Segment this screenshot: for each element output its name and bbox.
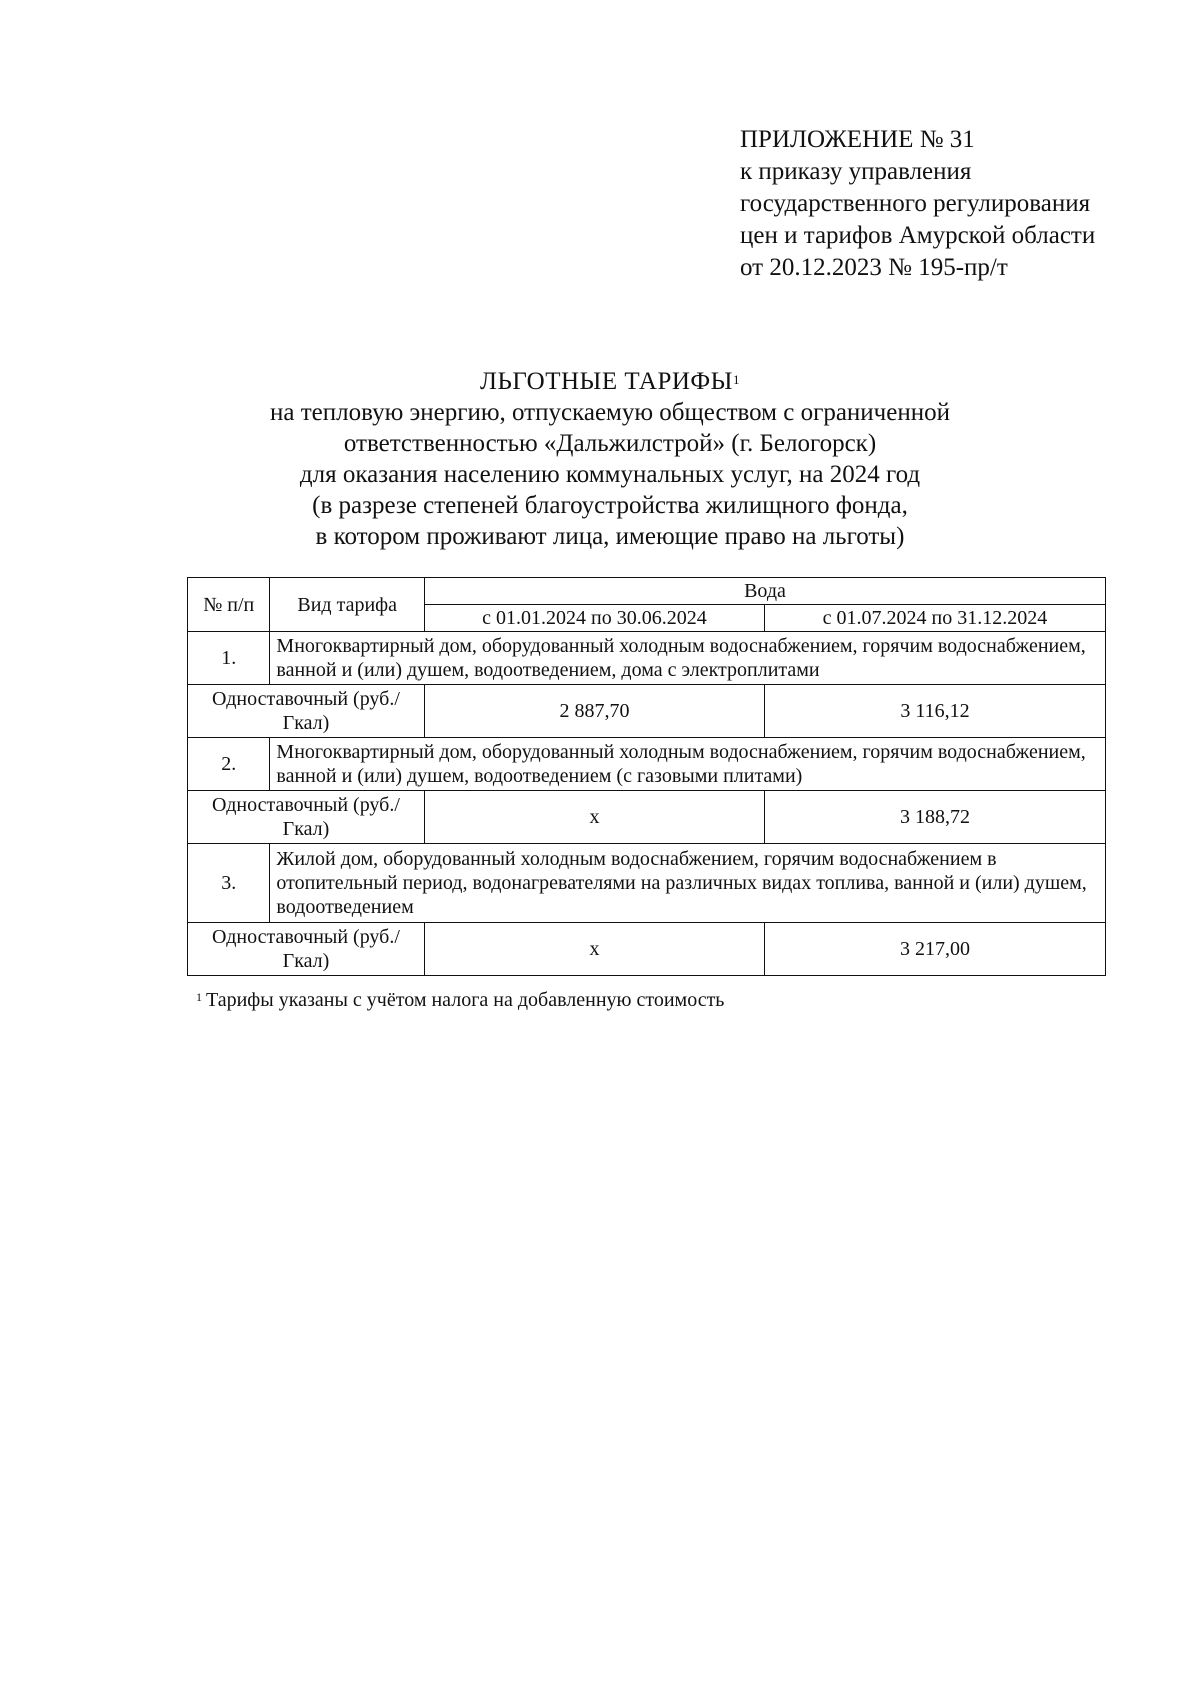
value-period-1: х [424,791,764,844]
row-number: 2. [188,738,270,791]
document-title-text: ЛЬГОТНЫЕ ТАРИФЫ [480,368,733,395]
appendix-header [740,124,1180,284]
row-number: 1. [188,632,270,685]
header-period-1: с 01.01.2024 по 30.06.2024 [424,605,764,632]
document-title [180,366,1040,397]
subtitle-line: в котором проживают лица, имеющие право на льготы) [315,523,905,550]
value-period-1: х [424,923,764,976]
footnote-mark: 1 [196,990,202,1004]
tariff-type: Одноставочный (руб./Гкал) [188,685,425,738]
row-category: Многоквартирный дом, оборудованный холодным водоснабжением, горячим водоснабжением, ванной и (или) душем, водоотведением (с газовыми плитами) [270,738,1106,791]
table-row [188,738,1106,791]
table-row [188,632,1106,685]
footnote-text: Тарифы указаны с учётом налога на добавленную стоимость [206,989,725,1011]
table-row [188,791,1106,844]
header-period-2: с 01.07.2024 по 31.12.2024 [764,605,1105,632]
appendix-line: цен и тарифов Амурской области [740,222,1096,249]
header-num: № п/п [188,578,270,632]
subtitle-line: ответственностью «Дальжилстрой» (г. Белогорск) [343,430,877,457]
table-row [188,923,1106,976]
appendix-line: к приказу управления [740,158,972,185]
header-water-group: Вода [424,578,1105,605]
row-category: Жилой дом, оборудованный холодным водоснабжением, горячим водоснабжением в отопительный период, водонагревателями на различных видах топлива, ванной и (или) душем, водоотведением [270,844,1106,923]
row-number: 3. [188,844,270,923]
value-period-2: 3 188,72 [764,791,1105,844]
appendix-date: от 20.12.2023 № 195-пр/т [740,254,1008,281]
tariff-type: Одноставочный (руб./Гкал) [188,923,425,976]
row-category: Многоквартирный дом, оборудованный холодным водоснабжением, горячим водоснабжением, ванной и (или) душем, водоотведением, дома с электроплитами [270,632,1106,685]
subtitle-line: (в разрезе степеней благоустройства жилищного фонда, [312,492,908,519]
table-header-row [188,578,1106,605]
tariff-table [187,577,1106,976]
title-footnote-mark: 1 [732,372,740,387]
header-tariff-kind: Вид тарифа [270,578,425,632]
appendix-number: ПРИЛОЖЕНИЕ № 31 [740,126,975,153]
tariff-type: Одноставочный (руб./Гкал) [188,791,425,844]
subtitle-line: на тепловую энергию, отпускаемую обществом с ограниченной [270,399,950,426]
value-period-2: 3 116,12 [764,685,1105,738]
table-row [188,685,1106,738]
footnote [196,988,724,1012]
appendix-line: государственного регулирования [740,190,1091,217]
table-row [188,844,1106,923]
subtitle-line: для оказания населению коммунальных услуг, на 2024 год [299,461,921,488]
value-period-1: 2 887,70 [424,685,764,738]
value-period-2: 3 217,00 [764,923,1105,976]
document-title-block [180,366,1040,552]
